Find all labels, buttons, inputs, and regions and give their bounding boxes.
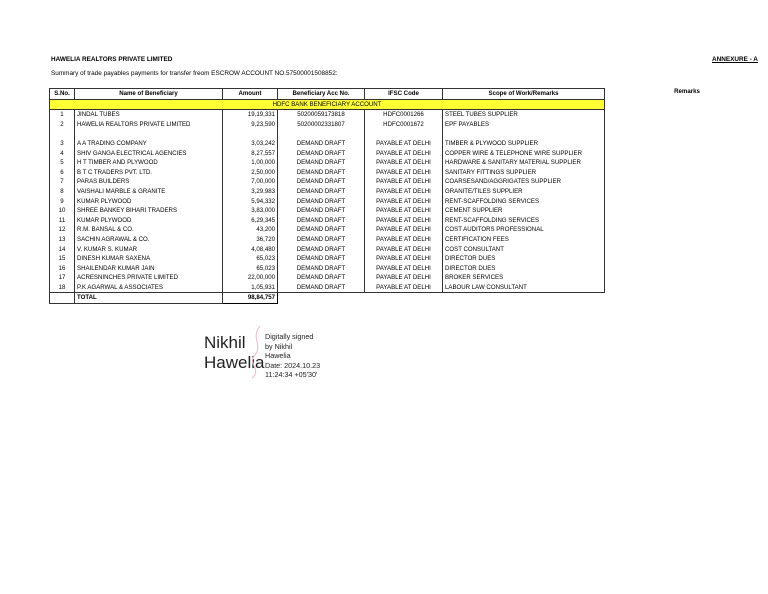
cell-scope: BROKER SERVICES bbox=[443, 273, 605, 283]
cell-amount: 7,00,000 bbox=[223, 177, 278, 187]
cell-ifsc: PAYABLE AT DELHI bbox=[365, 273, 443, 283]
cell-name: VAISHALI MARBLE & GRANITE bbox=[75, 187, 223, 197]
signature-detail-line: Date: 2024.10.23 bbox=[265, 360, 321, 370]
signature-detail-line: Hawelia bbox=[265, 351, 291, 361]
cell-acc: DEMAND DRAFT bbox=[278, 245, 365, 255]
col-header-sno: S.No. bbox=[50, 89, 75, 100]
cell-ifsc: PAYABLE AT DELHI bbox=[365, 168, 443, 178]
signature-detail-line: by Nikhil bbox=[265, 341, 293, 351]
cell-ifsc: PAYABLE AT DELHI bbox=[365, 245, 443, 255]
cell-acc: DEMAND DRAFT bbox=[278, 235, 365, 245]
cell-acc: 50200059173818 bbox=[278, 110, 365, 120]
cell-scope: COST CONSULTANT bbox=[443, 245, 605, 255]
cell-sno: 1 bbox=[50, 110, 75, 120]
cell-sno: 13 bbox=[50, 235, 75, 245]
table-row bbox=[50, 254, 605, 264]
cell-scope: RENT-SCAFFOLDING SERVICES bbox=[443, 216, 605, 226]
cell-ifsc: PAYABLE AT DELHI bbox=[365, 139, 443, 149]
cell-acc: DEMAND DRAFT bbox=[278, 149, 365, 159]
table-header-row bbox=[50, 89, 605, 100]
cell-ifsc: PAYABLE AT DELHI bbox=[365, 225, 443, 235]
table-row bbox=[50, 216, 605, 226]
cell-amount: 1,00,000 bbox=[223, 158, 278, 168]
cell-amount: 1,05,931 bbox=[223, 283, 278, 293]
cell-sno: 3 bbox=[50, 139, 75, 149]
signature-details bbox=[265, 332, 320, 380]
cell-amount: 19,19,331 bbox=[223, 110, 278, 120]
cell-amount: 3,29,983 bbox=[223, 187, 278, 197]
cell-scope: COARSESAND/AGGRIGATES SUPPLIER bbox=[443, 177, 605, 187]
hdfc-section-label: HDFC BANK BENEFICIARY ACCOUNT bbox=[50, 99, 605, 110]
cell-amount: 43,200 bbox=[223, 225, 278, 235]
payments-table bbox=[49, 88, 605, 304]
cell-ifsc: HDFC0001266 bbox=[365, 110, 443, 120]
cell-amount: 3,03,242 bbox=[223, 139, 278, 149]
cell-name: ACRESNINCHES PRIVATE LIMITED bbox=[75, 273, 223, 283]
signature-flourish-icon bbox=[246, 324, 266, 380]
cell-scope: CEMENT SUPPLIER bbox=[443, 206, 605, 216]
cell-scope: EPF PAYABLES bbox=[443, 120, 605, 130]
cell-sno: 7 bbox=[50, 177, 75, 187]
cell-name: A A TRADING COMPANY bbox=[75, 139, 223, 149]
cell-scope: TIMBER & PLYWOOD SUPPLIER bbox=[443, 139, 605, 149]
cell-acc: DEMAND DRAFT bbox=[278, 264, 365, 274]
cell-amount: 2,50,000 bbox=[223, 168, 278, 178]
table-row bbox=[50, 187, 605, 197]
signature-detail-line: 11:24:34 +05'30' bbox=[265, 370, 318, 380]
cell-scope: DIRECTOR DUES bbox=[443, 254, 605, 264]
cell-sno: 4 bbox=[50, 149, 75, 159]
cell-sno: 12 bbox=[50, 225, 75, 235]
cell-name: P.K AGARWAL & ASSOCIATES bbox=[75, 283, 223, 293]
cell-amount: 22,00,000 bbox=[223, 273, 278, 283]
cell-acc: DEMAND DRAFT bbox=[278, 283, 365, 293]
table-row bbox=[50, 110, 605, 120]
cell-amount: 65,023 bbox=[223, 264, 278, 274]
cell-name: R.M. BANSAL & CO. bbox=[75, 225, 223, 235]
cell-acc: DEMAND DRAFT bbox=[278, 216, 365, 226]
cell-acc: DEMAND DRAFT bbox=[278, 225, 365, 235]
cell-scope: STEEL TUBES SUPPLIER bbox=[443, 110, 605, 120]
cell-sno: 14 bbox=[50, 245, 75, 255]
cell-scope: COST AUDITORS PROFESSIONAL bbox=[443, 225, 605, 235]
cell-ifsc: PAYABLE AT DELHI bbox=[365, 158, 443, 168]
blank-cell bbox=[223, 129, 278, 139]
signature-name-line2: Hawelia bbox=[204, 353, 265, 372]
cell-name: KUMAR PLYWOOD bbox=[75, 216, 223, 226]
table-row bbox=[50, 235, 605, 245]
col-header-name: Name of Beneficiary bbox=[75, 89, 223, 100]
cell-name: V. KUMAR S. KUMAR bbox=[75, 245, 223, 255]
cell-scope: COPPER WIRE & TELEPHONE WIRE SUPPLIER bbox=[443, 149, 605, 159]
cell-scope: LABOUR LAW CONSULTANT bbox=[443, 283, 605, 293]
cell-ifsc: PAYABLE AT DELHI bbox=[365, 235, 443, 245]
cell-name: H T TIMBER AND PLYWOOD bbox=[75, 158, 223, 168]
cell-ifsc: PAYABLE AT DELHI bbox=[365, 187, 443, 197]
cell-acc: DEMAND DRAFT bbox=[278, 139, 365, 149]
signature-name-line1: Nikhil bbox=[204, 333, 246, 352]
blank-cell bbox=[50, 129, 75, 139]
cell-name: SHAILENDAR KUMAR JAIN bbox=[75, 264, 223, 274]
cell-sno: 10 bbox=[50, 206, 75, 216]
cell-ifsc: PAYABLE AT DELHI bbox=[365, 264, 443, 274]
cell-name: SHIV GANGA ELECTRICAL AGENCIES bbox=[75, 149, 223, 159]
cell-scope: SANITARY FITTINGS SUPPLIER bbox=[443, 168, 605, 178]
table-row bbox=[50, 283, 605, 293]
cell-name: HAWELIA REALTORS PRIVATE LIMITED bbox=[75, 120, 223, 130]
total-row bbox=[50, 293, 605, 304]
table-row bbox=[50, 197, 605, 207]
total-label: TOTAL bbox=[75, 293, 223, 304]
cell-amount: 3,83,000 bbox=[223, 206, 278, 216]
section-label-row bbox=[50, 99, 605, 110]
cell-amount: 9,23,590 bbox=[223, 120, 278, 130]
cell-amount: 36,720 bbox=[223, 235, 278, 245]
cell-sno: 18 bbox=[50, 283, 75, 293]
cell-sno: 15 bbox=[50, 254, 75, 264]
col-header-amount: Amount bbox=[223, 89, 278, 100]
table-row bbox=[50, 120, 605, 130]
table-row bbox=[50, 245, 605, 255]
table-row bbox=[50, 139, 605, 149]
cell-name: JINDAL TUBES bbox=[75, 110, 223, 120]
cell-scope: HARDWARE & SANITARY MATERIAL SUPPLIER bbox=[443, 158, 605, 168]
col-header-ifsc: IFSC Code bbox=[365, 89, 443, 100]
table-row bbox=[50, 149, 605, 159]
cell-sno: 16 bbox=[50, 264, 75, 274]
signature-detail-line: Digitally signed bbox=[265, 332, 314, 341]
blank-row bbox=[50, 129, 605, 139]
blank-cell bbox=[443, 129, 605, 139]
cell-sno: 2 bbox=[50, 120, 75, 130]
col-header-acc: Beneficiary Acc No. bbox=[278, 89, 365, 100]
cell-sno: 17 bbox=[50, 273, 75, 283]
cell-name: KUMAR PLYWOOD bbox=[75, 197, 223, 207]
cell-scope: CERTIFICATION FEES bbox=[443, 235, 605, 245]
cell-acc: DEMAND DRAFT bbox=[278, 197, 365, 207]
blank-cell bbox=[75, 129, 223, 139]
cell-name: PARAS BUILDERS bbox=[75, 177, 223, 187]
summary-line: Summary of trade payables payments for transfer freom ESCROW ACCOUNT NO.57500001508852: bbox=[51, 70, 338, 77]
cell-ifsc: HDFC0001672 bbox=[365, 120, 443, 130]
table-row bbox=[50, 177, 605, 187]
col-header-scope: Scope of Work/Remarks bbox=[443, 89, 605, 100]
cell-amount: 5,94,332 bbox=[223, 197, 278, 207]
cell-acc: DEMAND DRAFT bbox=[278, 273, 365, 283]
total-empty bbox=[50, 293, 75, 304]
blank-cell bbox=[365, 129, 443, 139]
cell-scope: DIRECTOR DUES bbox=[443, 264, 605, 274]
cell-sno: 5 bbox=[50, 158, 75, 168]
table-row bbox=[50, 206, 605, 216]
total-value: 98,84,757 bbox=[223, 293, 278, 304]
cell-ifsc: PAYABLE AT DELHI bbox=[365, 197, 443, 207]
cell-acc: DEMAND DRAFT bbox=[278, 158, 365, 168]
blank-cell bbox=[278, 129, 365, 139]
cell-ifsc: PAYABLE AT DELHI bbox=[365, 254, 443, 264]
cell-ifsc: PAYABLE AT DELHI bbox=[365, 283, 443, 293]
cell-name: B T C TRADERS PVT. LTD. bbox=[75, 168, 223, 178]
table-row bbox=[50, 225, 605, 235]
remarks-header: Remarks bbox=[674, 88, 700, 95]
cell-sno: 9 bbox=[50, 197, 75, 207]
cell-acc: DEMAND DRAFT bbox=[278, 187, 365, 197]
cell-acc: DEMAND DRAFT bbox=[278, 168, 365, 178]
cell-ifsc: PAYABLE AT DELHI bbox=[365, 206, 443, 216]
annexure-label: ANNEXURE - A bbox=[712, 56, 758, 63]
cell-amount: 65,023 bbox=[223, 254, 278, 264]
cell-ifsc: PAYABLE AT DELHI bbox=[365, 149, 443, 159]
table-row bbox=[50, 264, 605, 274]
cell-sno: 8 bbox=[50, 187, 75, 197]
table-row bbox=[50, 273, 605, 283]
cell-name: SACHIN AGRAWAL & CO. bbox=[75, 235, 223, 245]
cell-ifsc: PAYABLE AT DELHI bbox=[365, 216, 443, 226]
cell-amount: 6,29,345 bbox=[223, 216, 278, 226]
cell-amount: 8,27,557 bbox=[223, 149, 278, 159]
cell-acc: DEMAND DRAFT bbox=[278, 206, 365, 216]
cell-scope: RENT-SCAFFOLDING SERVICES bbox=[443, 197, 605, 207]
cell-sno: 6 bbox=[50, 168, 75, 178]
table-row bbox=[50, 158, 605, 168]
cell-acc: DEMAND DRAFT bbox=[278, 254, 365, 264]
cell-amount: 4,08,480 bbox=[223, 245, 278, 255]
cell-sno: 11 bbox=[50, 216, 75, 226]
cell-acc: 50200002331807 bbox=[278, 120, 365, 130]
cell-name: DINESH KUMAR SAXENA bbox=[75, 254, 223, 264]
cell-acc: DEMAND DRAFT bbox=[278, 177, 365, 187]
cell-name: SHREE BANKEY BIHARI TRADERS bbox=[75, 206, 223, 216]
cell-ifsc: PAYABLE AT DELHI bbox=[365, 177, 443, 187]
company-name: HAWELIA REALTORS PRIVATE LIMITED bbox=[51, 56, 173, 63]
cell-scope: GRANITE/TILES SUPPLIER bbox=[443, 187, 605, 197]
table-row bbox=[50, 168, 605, 178]
